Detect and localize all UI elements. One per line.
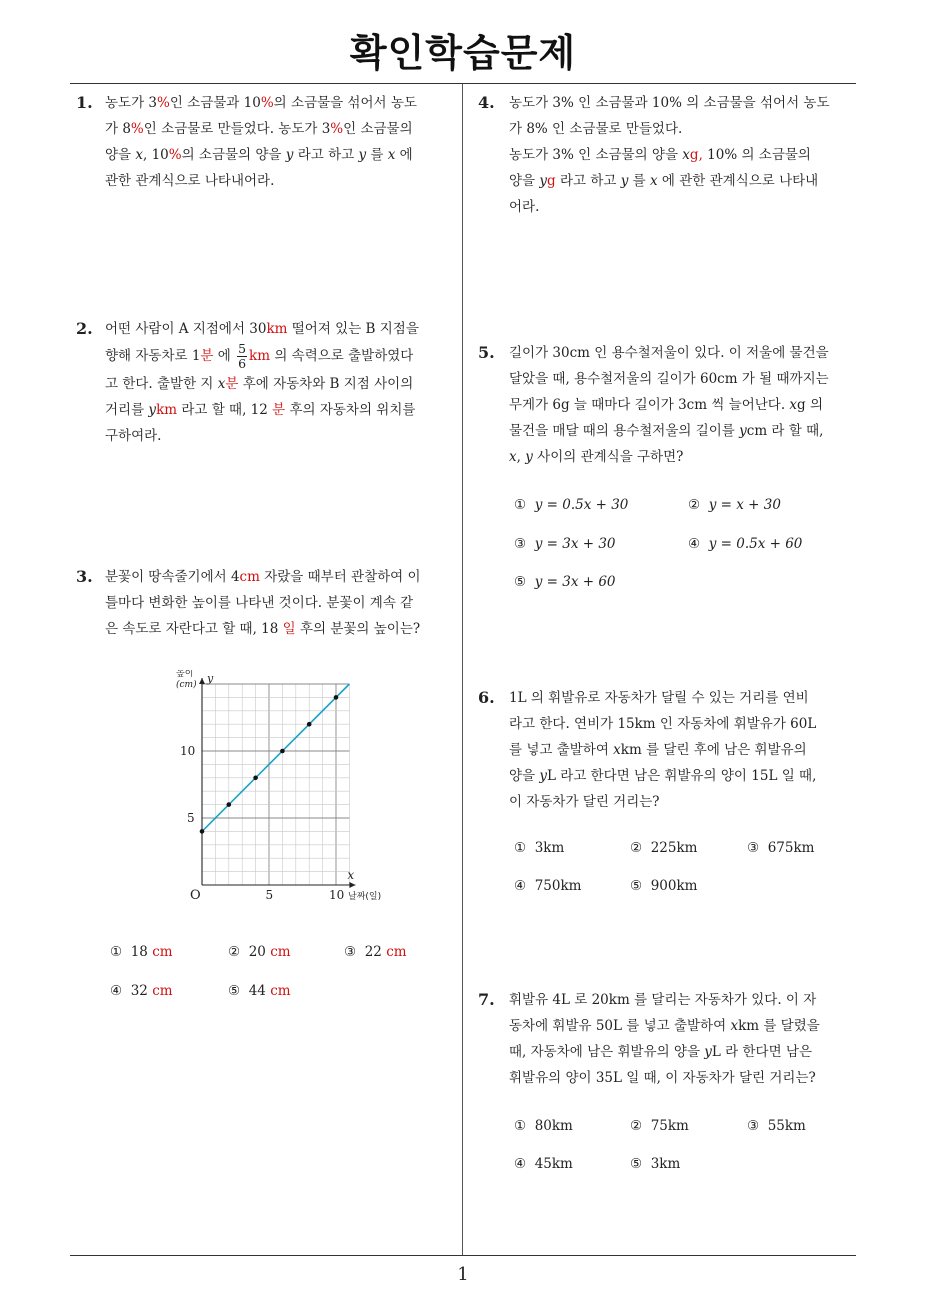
question-5: 길이가 30cm 인 용수철저울이 있다. 이 저울에 물건을 달았을 때, 용수철저울의 길이가 60cm 가 될 때까지는 무게가 6g 늘 때마다 길이가 3cm 씩 늘어난다. xg 의 물건을 매달 때의 용수철저울의 길이를 ycm 라 할 때, x, y 사이의 관계식을 구하면? xyxy=(509,345,829,465)
y-tick-label: 10 xyxy=(180,744,196,758)
q2-number: 2. xyxy=(76,319,93,338)
q6-choice-3[interactable]: ③ 675km xyxy=(747,840,815,856)
y-axis-unit: (cm) xyxy=(176,680,197,690)
data-point xyxy=(253,776,258,781)
x-axis-arrow xyxy=(349,882,355,888)
q6-choice-1[interactable]: ① 3km xyxy=(514,840,565,856)
x-tick-label: 10 xyxy=(329,888,345,902)
q3-choice-5[interactable]: ⑤ 44 cm xyxy=(228,983,291,999)
question-7: 휘발유 4L 로 20km 를 달리는 자동차가 있다. 이 자 동차에 휘발유 50L 를 넣고 출발하여 xkm 를 달렸을 때, 자동차에 남은 휘발유의 양을 yL 라 한다면 남은 휘발유의 양이 35L 일 때, 이 자동차가 달린 거리는? xyxy=(509,992,820,1086)
question-2: 어떤 사람이 A 지점에서 30km 떨어져 있는 B 지점을 향해 자동차로 1분 에 $\frac{5}{6}$ km 의 속력으로 출발하였다 고 한다. 출발한 지 x분 후에 자동차와 B 지점 사이의 거리를 ykm 라고 할 때, 12 분 후의 자동차의 위치를 구하여라. xyxy=(105,321,419,444)
q5-choice-3[interactable]: ③ y = 3x + 30 xyxy=(514,536,616,552)
q7-choice-4[interactable]: ④ 45km xyxy=(514,1156,573,1172)
q7-choice-5[interactable]: ⑤ 3km xyxy=(630,1156,681,1172)
y-axis-label: 높이 xyxy=(176,670,194,679)
q3-choice-3[interactable]: ③ 22 cm xyxy=(344,944,407,960)
y-axis-arrow xyxy=(199,678,205,684)
q5-choice-4[interactable]: ④ y = 0.5x + 60 xyxy=(688,536,803,552)
growth-line-chart xyxy=(160,670,400,905)
q5-choice-5[interactable]: ⑤ y = 3x + 60 xyxy=(514,574,616,590)
question-6: 1L 의 휘발유로 자동차가 달릴 수 있는 거리를 연비 라고 한다. 연비가 15km 인 자동차에 휘발유가 60L 를 넣고 출발하여 xkm 를 달린 후에 남은 휘발유의 양을 yL 라고 한다면 남은 휘발유의 양이 15L 일 때, 이 자동차가 달린 거리는? xyxy=(509,690,817,810)
data-point xyxy=(227,802,232,807)
origin-label: O xyxy=(190,888,201,903)
question-3: 분꽃이 땅속줄기에서 4cm 자랐을 때부터 관찰하여 이 틀마다 변화한 높이를 나타낸 것이다. 분꽃이 계속 같 은 속도로 자란다고 할 때, 18 일 후의 분꽃의 높이는? xyxy=(105,569,421,637)
q5-number: 5. xyxy=(478,343,495,362)
q6-choice-2[interactable]: ② 225km xyxy=(630,840,698,856)
footer-rule xyxy=(70,1255,856,1256)
q6-choice-5[interactable]: ⑤ 900km xyxy=(630,878,698,894)
q7-number: 7. xyxy=(478,990,495,1009)
q3-choice-4[interactable]: ④ 32 cm xyxy=(110,983,173,999)
q6-choice-4[interactable]: ④ 750km xyxy=(514,878,582,894)
x-axis-symbol: x xyxy=(347,868,355,882)
q4-number: 4. xyxy=(478,93,495,112)
data-point xyxy=(334,695,339,700)
q6-number: 6. xyxy=(478,688,495,707)
question-1: 농도가 3%인 소금물과 10%의 소금물을 섞어서 농도 가 8%인 소금물로 만들었다. 농도가 3%인 소금물의 양을 x, 10%의 소금물의 양을 y 라고 하고 y 를 x 에 관한 관계식으로 나타내어라. xyxy=(105,95,417,189)
q3-number: 3. xyxy=(76,567,93,586)
y-tick-label: 5 xyxy=(187,811,195,825)
page-number: 1 xyxy=(457,1264,469,1285)
page-title: 확인학습문제 xyxy=(349,31,577,75)
x-axis-label: 날짜(일) xyxy=(348,892,382,902)
fraction-5-6: $\frac{5}{6}$ xyxy=(238,341,247,371)
data-point xyxy=(280,749,285,754)
q3-choice-2[interactable]: ② 20 cm xyxy=(228,944,291,960)
data-point xyxy=(307,722,312,727)
header-rule xyxy=(70,83,856,84)
x-tick-label: 5 xyxy=(265,888,274,902)
growth-line xyxy=(202,684,349,831)
q5-choice-2[interactable]: ② y = x + 30 xyxy=(688,497,781,513)
column-divider xyxy=(462,84,463,1256)
q3-choice-1[interactable]: ① 18 cm xyxy=(110,944,173,960)
q7-choice-3[interactable]: ③ 55km xyxy=(747,1118,806,1134)
question-4: 농도가 3% 인 소금물과 10% 의 소금물을 섞어서 농도 가 8% 인 소금물로 만들었다. 농도가 3% 인 소금물의 양을 xg, 10% 의 소금물의 양을 yg 라고 하고 y 를 x 에 관한 관계식으로 나타내 어라. xyxy=(509,95,830,215)
y-axis-symbol: y xyxy=(207,672,214,685)
q1-number: 1. xyxy=(76,93,93,112)
q7-choice-1[interactable]: ① 80km xyxy=(514,1118,573,1134)
data-point xyxy=(200,829,205,834)
q7-choice-2[interactable]: ② 75km xyxy=(630,1118,689,1134)
q5-choice-1[interactable]: ① y = 0.5x + 30 xyxy=(514,497,629,513)
